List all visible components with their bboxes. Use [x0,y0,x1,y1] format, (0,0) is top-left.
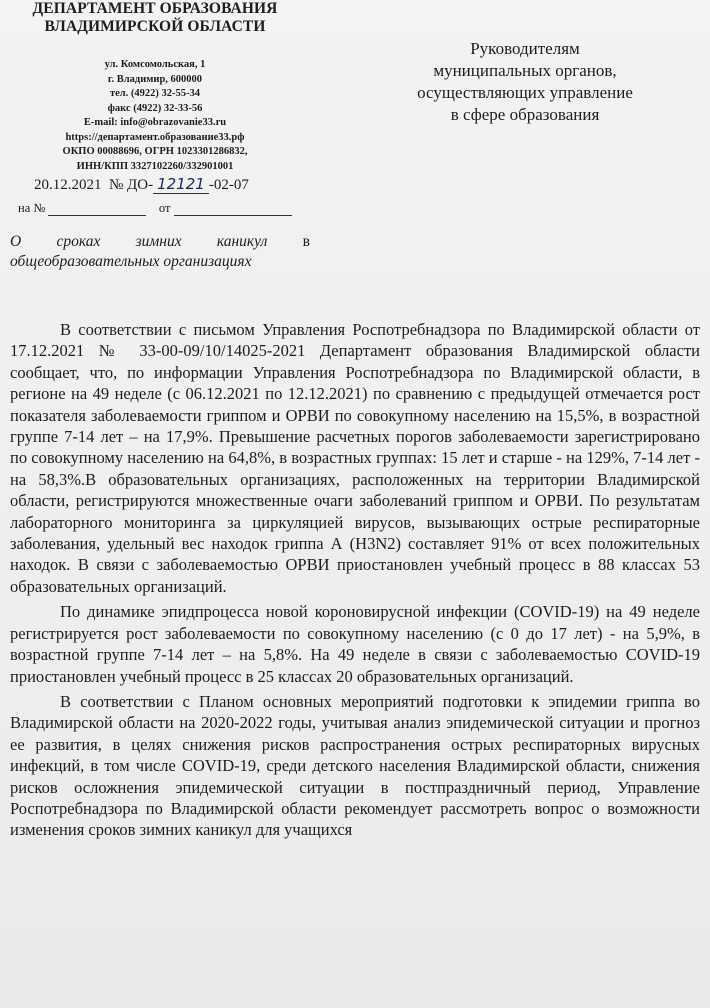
subject-line1 [10,232,310,252]
reference-number-blank [48,203,146,216]
inn-kpp: ИНН/КПП 3327102260/332901001 [76,160,234,172]
body-paragraph-3: В соответствии с Планом основных мероприятий подготовки к эпидемии гриппа во Владимирской области на 2020-2022 годы, учитывая анализ эпидемической ситуации и прогноз ее развития, в целях снижения рисков распространения острых респираторных вирусных инфекций, в том числе COVID-19, среди детского населения Владимирской области, снижения рисков осложнения эпидемической ситуации в постпраздничный период, Управление Роспотребнадзора по Владимирской области рекомендует рассмотреть вопрос о возможности изменения сроков зимних каникул для учащихся [10,691,700,840]
address-block [14,58,296,174]
recipient-line3: осуществляющих управление [417,83,633,102]
city-address: г. Владимир, 600000 [107,73,203,85]
org-name-line1: ДЕПАРТАМЕНТ ОБРАЗОВАНИЯ [32,0,278,17]
reference-na-label: на № [18,201,46,215]
subject-word: О [10,233,22,250]
registration-line [34,175,249,194]
letter-subject [10,232,310,272]
recipient-line1: Руководителям [470,39,580,58]
reference-ot-label: от [158,201,171,215]
okpo-ogrn: ОКПО 00088696, ОГРН 1023301286832, [62,146,248,157]
registration-prefix: № ДО- [109,177,154,193]
subject-word: в [302,233,310,250]
org-name-line2: ВЛАДИМИРСКОЙ ОБЛАСТИ [44,18,266,35]
registration-number: 12121 [153,175,209,194]
website-address: https://департамент.образование33.рф [65,131,245,143]
reference-date-blank [174,203,292,216]
registration-date: 20.12.2021 [34,177,102,193]
email-address: E-mail: info@obrazovanie33.ru [83,117,227,128]
body-paragraph-1: В соответствии с письмом Управления Роспотребнадзора по Владимирской области от 17.12.2021 № 33-00-09/10/14025-2021 Департамент образования Владимирской области сообщает, что, по информации Управления Роспотребнадзора по Владимирской области, в регионе на 49 неделе (с 06.12.2021 по 12.12.2021) по сравнению с предыдущей отмечается рост показателя заболеваемости гриппом и ОРВИ по совокупному населению на 15,5%, в возрастной группе 7-14 лет – на 17,9%. Превышение расчетных порогов заболеваемости зарегистрировано по совокупному населению на 64,8%, в возрастных группах: 15 лет и старше - на 129%, 7-14 лет - на 58,3%.В образовательных организациях, расположенных на территории Владимирской области, регистрируются множественные очаги заболеваний гриппом и ОРВИ. По результатам лабораторного мониторинга за циркуляцией вирусов, вызывающих острые респираторные заболевания, удельный вес находок гриппа А (H3N2) составляет 91% от всех положительных находок. В связи с заболеваемостью ОРВИ приостановлен учебный процесс в 88 классах 53 образовательных организаций. [10,320,700,596]
subject-line2: общеобразовательных организациях [10,253,252,270]
subject-word: сроках [56,233,101,250]
recipient-block [380,38,670,126]
fax-number: факс (4922) 32-33-56 [107,102,203,114]
letterhead [14,0,296,174]
body-paragraph-2: По динамике эпидпроцесса новой короновирусной инфекции (COVID-19) на 49 неделе регистрируется рост заболеваемости по совокупному населению (с 0 до 17 лет) - на 5,9%, в возрастной группе 7-14 лет – на 5,8%. На 49 неделе в связи с заболеваемостью COVID-19 приостановлен учебный процесс в 25 классах 20 образовательных организаций. [10,602,700,686]
registration-suffix: -02-07 [208,177,249,193]
reference-line [18,201,292,216]
letter-body [10,319,700,845]
subject-word: каникул [216,233,268,250]
street-address: ул. Комсомольская, 1 [104,59,206,70]
phone-number: тел. (4922) 32-55-34 [109,88,201,99]
recipient-line2: муниципальных органов, [433,61,617,80]
subject-word: зимних [135,233,182,250]
recipient-line4: в сфере образования [450,105,600,124]
